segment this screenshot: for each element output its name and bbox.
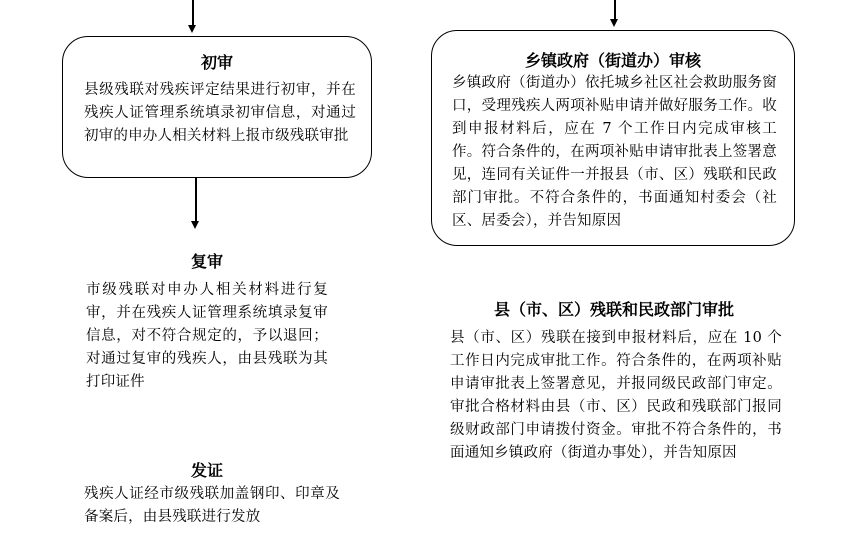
initial-review-title: 初审 [200,53,233,72]
issuance-title: 发证 [190,461,223,480]
second-review-text: 市级残联对申办人相关材料进行复审，并在残疾人证管理系统填录复审信息，对不符合规定的，予以退回；对通过复审的残疾人，由县残联为其打印证件 [86,282,328,390]
second-review-title: 复审 [190,252,223,271]
arrowhead-initial-to-second [191,221,199,229]
initial-review-text: 县级残联对残疾评定结果进行初审，并在残疾人证管理系统填录初审信息，对通过初审的申办人相关材料上报市级残联审批 [84,82,356,144]
township-review-text: 乡镇政府（街道办）依托城乡社区社会救助服务窗口，受理残疾人两项补贴申请并做好服务工作。收到申报材料后，应在 7 个工作日内完成审核工作。符合条件的，在两项补贴申请审批表上签署意见，连同有关证件一并报县（市、区）残联和民政部门审批。不符合条件的，书面通知村委会（社区、居委会），并告知原因 [452,75,777,229]
connector-top-right [614,0,616,20]
township-review-title: 乡镇政府（街道办）审核 [524,51,701,70]
county-approval-text: 县（市、区）残联在接到申报材料后，应在 10 个工作日内完成审批工作。符合条件的，在两项补贴申请审批表上签署意见，并报同级民政部门审定。审批合格材料由县（市、区）民政和残联部门报同级财政部门申请拨付资金。审批不符合条件的，书面通知乡镇政府（街道办事处），并告知原因 [450,330,782,461]
connector-initial-to-second [195,178,197,223]
arrowhead-top-right [610,19,618,27]
county-approval-title: 县（市、区）残联和民政部门审批 [493,300,734,319]
arrowhead-top-left [188,25,196,33]
issuance-text: 残疾人证经市级残联加盖钢印、印章及备案后，由县残联进行发放 [84,486,340,525]
connector-top-left [192,0,194,26]
